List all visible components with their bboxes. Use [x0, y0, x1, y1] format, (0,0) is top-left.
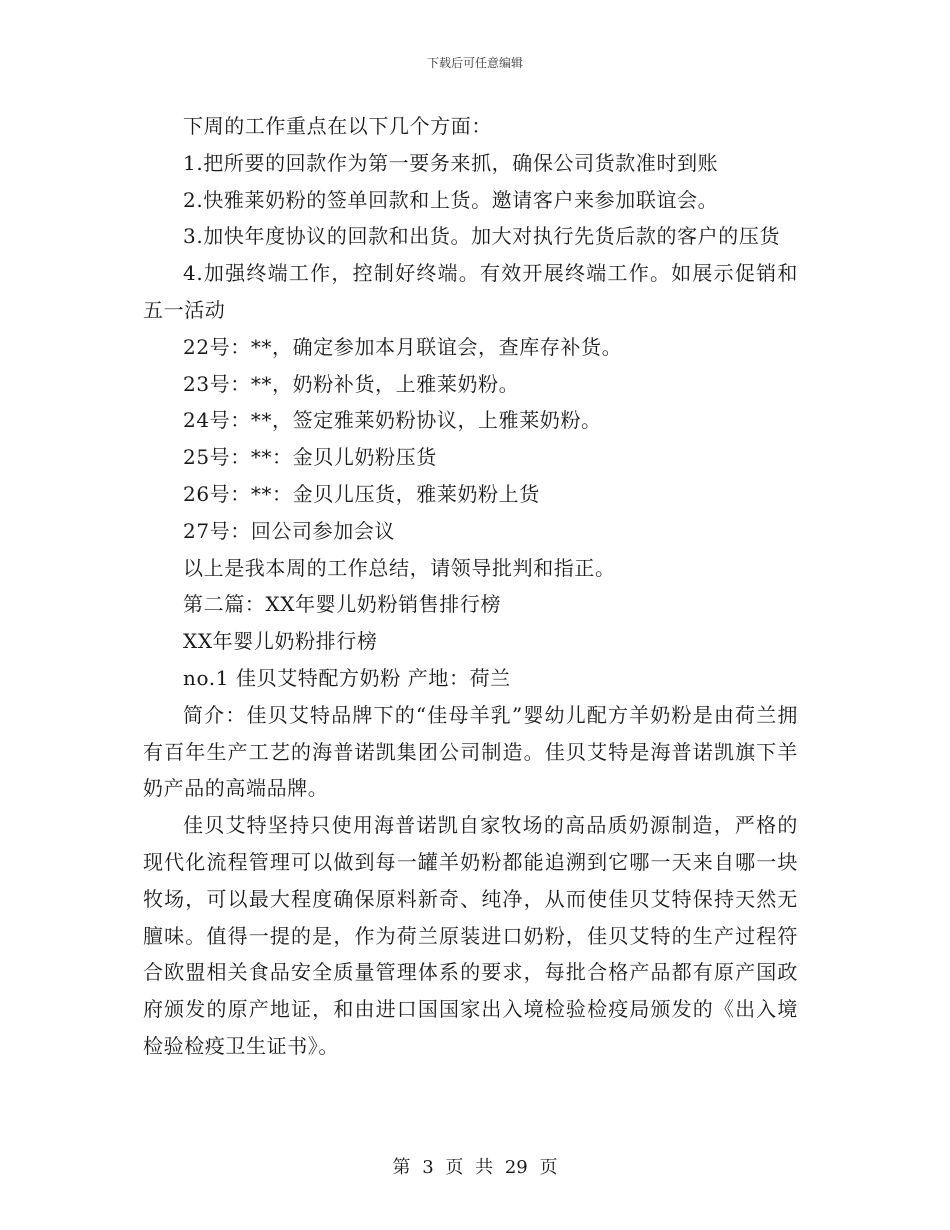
paragraph: 22号：**，确定参加本月联谊会，查库存补货。 [183, 334, 623, 359]
paragraph: 23号：**，奶粉补货，上雅莱奶粉。 [183, 371, 520, 396]
page-header: 下载后可任意编辑 [426, 56, 523, 70]
paragraph: 简介：佳贝艾特品牌下的“佳母羊乳”婴幼儿配方羊奶粉是由荷兰拥有百年生产工艺的海普诺凯集团公司制造。佳贝艾特是海普诺凯旗下羊奶产品的高端品牌。 [143, 702, 798, 801]
paragraph: 以上是我本周的工作总结，请领导批判和指正。 [183, 555, 616, 580]
paragraph: no.1 佳贝艾特配方奶粉 产地：荷兰 [183, 665, 511, 690]
paragraph: 26号：**：金贝儿压货，雅莱奶粉上货 [183, 481, 540, 506]
paragraph: XX年婴儿奶粉排行榜 [183, 629, 378, 654]
paragraph: 1.把所要的回款作为第一要务来抓，确保公司货款准时到账 [183, 150, 719, 175]
paragraph: 27号：回公司参加会议 [183, 518, 396, 543]
paragraph: 25号：**：金贝儿奶粉压货 [183, 445, 437, 470]
paragraph: 2.快雅莱奶粉的签单回款和上货。邀请客户来参加联谊会。 [183, 187, 719, 212]
paragraph: 24号：**，签定雅莱奶粉协议，上雅莱奶粉。 [183, 408, 602, 433]
page-number-footer: 第 3 页 共 29 页 [392, 1157, 558, 1178]
paragraph: 4.加强终端工作，控制好终端。有效开展终端工作。如展示促销和五一活动 [143, 261, 798, 322]
paragraph: 下周的工作重点在以下几个方面： [183, 114, 492, 138]
paragraph: 3.加快年度协议的回款和出货。加大对执行先货后款的客户的压货 [183, 224, 781, 249]
section-heading: 第二篇：XX年婴儿奶粉销售排行榜 [183, 592, 502, 617]
paragraph: 佳贝艾特坚持只使用海普诺凯自家牧场的高品质奶源制造，严格的现代化流程管理可以做到每一罐羊奶粉都能追溯到它哪一天来自哪一块牧场，可以最大程度确保原料新奇、纯净，从而使佳贝艾特保持天然无膻味。值得一提的是，作为荷兰原装进口奶粉，佳贝艾特的生产过程符合欧盟相关食品安全质量管理体系的要求，每批合格产品都有原产国政府颁发的原产地证，和由进口国国家出入境检验检疫局颁发的《出入境检验检疫卫生证书》。 [143, 813, 798, 1058]
document-body [143, 108, 798, 1065]
